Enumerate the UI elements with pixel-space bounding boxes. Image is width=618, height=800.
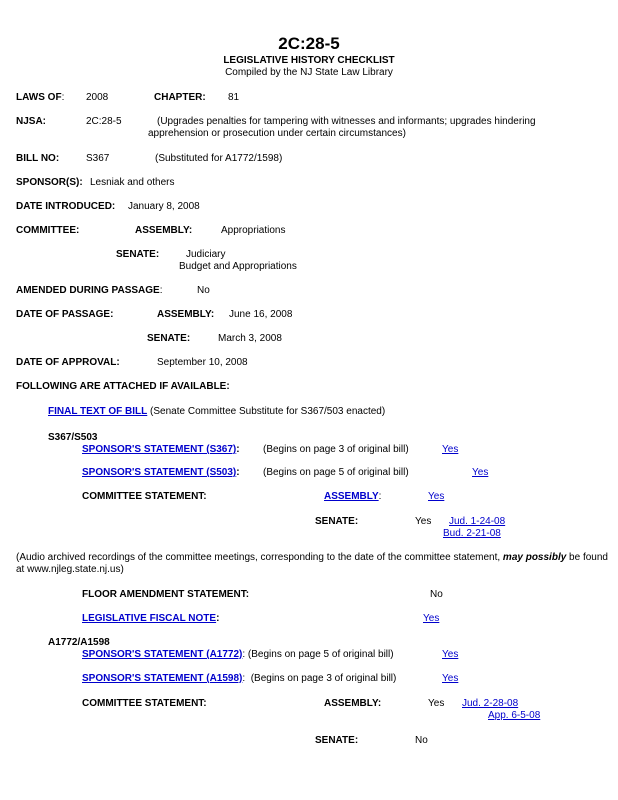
amended-label: AMENDED DURING PASSAGE: bbox=[16, 285, 163, 296]
laws-of-value: 2008 bbox=[86, 92, 109, 103]
s367-sponsor-note: (Begins on page 3 of original bill) bbox=[263, 444, 409, 455]
date-introduced-value: January 8, 2008 bbox=[128, 201, 200, 212]
sponsors-label: SPONSOR(S): bbox=[16, 177, 83, 188]
final-text-note: (Senate Committee Substitute for S367/503 enacted) bbox=[150, 406, 386, 417]
laws-of-label: LAWS OF: bbox=[16, 92, 65, 103]
sponsor-statement-s503-link[interactable]: SPONSOR'S STATEMENT (S503) bbox=[82, 467, 237, 478]
passage-senate-value: March 3, 2008 bbox=[218, 333, 282, 344]
bill-substitution-note: (Substituted for A1772/1598) bbox=[155, 153, 283, 164]
s367-heading: S367/S503 bbox=[48, 432, 98, 443]
a1772-assembly-value: Yes bbox=[428, 698, 445, 709]
a1598-sponsor-yes-link[interactable]: Yes bbox=[442, 673, 459, 684]
s367-committee-label: COMMITTEE STATEMENT: bbox=[82, 491, 207, 502]
a1772-heading: A1772/A1598 bbox=[48, 637, 110, 648]
audio-note-line2: at www.njleg.state.nj.us) bbox=[16, 564, 124, 575]
s367-assembly-row: ASSEMBLY: bbox=[324, 491, 382, 502]
final-text-row bbox=[48, 406, 385, 418]
a1772-assembly-label: ASSEMBLY: bbox=[324, 698, 382, 709]
date-of-passage-label: DATE OF PASSAGE: bbox=[16, 309, 114, 320]
attached-heading: FOLLOWING ARE ATTACHED IF AVAILABLE: bbox=[16, 381, 230, 392]
a1772-sponsor-yes-link[interactable]: Yes bbox=[442, 649, 459, 660]
s367-sponsor-row: SPONSOR'S STATEMENT (S367): bbox=[82, 444, 240, 455]
date-introduced-label: DATE INTRODUCED: bbox=[16, 201, 116, 212]
sponsors-value: Lesniak and others bbox=[90, 177, 175, 188]
a1772-senate-label: SENATE: bbox=[315, 735, 359, 746]
floor-amendment-label: FLOOR AMENDMENT STATEMENT: bbox=[82, 589, 250, 600]
fiscal-note-yes-link[interactable]: Yes bbox=[423, 613, 440, 624]
committee-senate-value1: Judiciary bbox=[186, 249, 226, 260]
passage-assembly-value: June 16, 2008 bbox=[229, 309, 293, 320]
chapter-label: CHAPTER: bbox=[154, 92, 206, 103]
passage-assembly-label: ASSEMBLY: bbox=[157, 309, 215, 320]
njsa-description-line1: (Upgrades penalties for tampering with witnesses and informants; upgrades hindering bbox=[157, 116, 536, 127]
date-of-approval-label: DATE OF APPROVAL: bbox=[16, 357, 120, 368]
senate-bud-link[interactable]: Bud. 2-21-08 bbox=[443, 528, 501, 539]
senate-jud-link[interactable]: Jud. 1-24-08 bbox=[449, 516, 506, 527]
sponsor-statement-s367-link[interactable]: SPONSOR'S STATEMENT (S367) bbox=[82, 444, 237, 455]
s503-sponsor-yes-link[interactable]: Yes bbox=[472, 467, 489, 478]
assembly-committee-link[interactable]: ASSEMBLY bbox=[324, 491, 379, 502]
final-text-link[interactable]: FINAL TEXT OF BILL bbox=[48, 406, 148, 417]
bill-no-label: BILL NO: bbox=[16, 153, 60, 164]
passage-senate-label: SENATE: bbox=[147, 333, 191, 344]
njsa-value: 2C:28-5 bbox=[86, 116, 122, 127]
a1772-senate-value: No bbox=[415, 735, 428, 746]
committee-senate-label: SENATE: bbox=[116, 249, 160, 260]
date-of-approval-value: September 10, 2008 bbox=[157, 357, 248, 368]
committee-senate-value2: Budget and Appropriations bbox=[179, 261, 297, 272]
njsa-description-line2: apprehension or prosecution under certain circumstances) bbox=[148, 128, 406, 139]
a1598-sponsor-row: SPONSOR'S STATEMENT (A1598): (Begins on page 3 of original bill) bbox=[82, 673, 397, 684]
compiled-by: Compiled by the NJ State Law Library bbox=[225, 67, 393, 78]
sponsor-statement-a1772-link[interactable]: SPONSOR'S STATEMENT (A1772) bbox=[82, 649, 243, 660]
s367-sponsor-yes-link[interactable]: Yes bbox=[442, 444, 459, 455]
fiscal-note-row: LEGISLATIVE FISCAL NOTE: bbox=[82, 613, 220, 624]
chapter-value: 81 bbox=[228, 92, 240, 103]
a1772-committee-label: COMMITTEE STATEMENT: bbox=[82, 698, 207, 709]
s367-assembly-yes-link[interactable]: Yes bbox=[428, 491, 445, 502]
sponsor-statement-a1598-link[interactable]: SPONSOR'S STATEMENT (A1598) bbox=[82, 673, 243, 684]
s367-senate-label: SENATE: bbox=[315, 516, 359, 527]
bill-no-value: S367 bbox=[86, 153, 110, 164]
document-subtitle: LEGISLATIVE HISTORY CHECKLIST bbox=[223, 55, 395, 66]
amended-value: No bbox=[197, 285, 210, 296]
s367-senate-value: Yes bbox=[415, 516, 432, 527]
fiscal-note-link[interactable]: LEGISLATIVE FISCAL NOTE bbox=[82, 613, 217, 624]
njsa-label: NJSA: bbox=[16, 116, 47, 127]
page-title: 2C:28-5 bbox=[278, 34, 340, 53]
s503-sponsor-row: SPONSOR'S STATEMENT (S503): bbox=[82, 467, 240, 478]
audio-note-line1: (Audio archived recordings of the committee meetings, corresponding to the date of the committee statement, may possibly be found bbox=[16, 552, 608, 563]
a1772-sponsor-row: SPONSOR'S STATEMENT (A1772): (Begins on page 5 of original bill) bbox=[82, 649, 394, 660]
s503-sponsor-note: (Begins on page 5 of original bill) bbox=[263, 467, 409, 478]
assembly-app-link[interactable]: App. 6-5-08 bbox=[488, 710, 541, 721]
committee-assembly-value: Appropriations bbox=[221, 225, 286, 236]
floor-amendment-value: No bbox=[430, 589, 443, 600]
committee-label: COMMITTEE: bbox=[16, 225, 80, 236]
committee-assembly-label: ASSEMBLY: bbox=[135, 225, 193, 236]
assembly-jud-link[interactable]: Jud. 2-28-08 bbox=[462, 698, 519, 709]
